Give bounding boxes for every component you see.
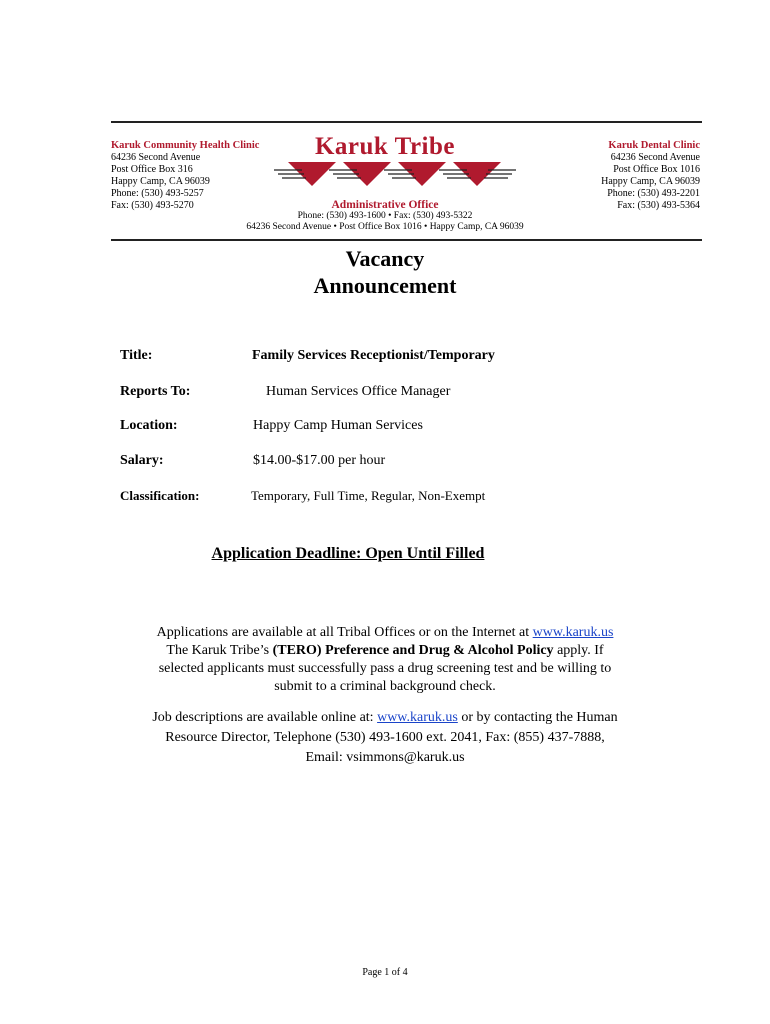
- karuk-website-link[interactable]: www.karuk.us: [377, 710, 458, 725]
- fax-line: Fax: (530) 493-5364: [617, 200, 700, 211]
- title-label: Title:: [120, 348, 153, 363]
- application-deadline: Application Deadline: Open Until Filled: [211, 545, 485, 562]
- policy-bold-text: (TERO) Preference and Drug & Alcohol Policy: [272, 643, 554, 658]
- title-value: Family Services Receptionist/Temporary: [252, 348, 495, 363]
- admin-phone-line: Phone: (530) 493-1600 • Fax: (530) 493-5322: [297, 211, 473, 221]
- job-descriptions-paragraph: [0, 708, 770, 768]
- email-line: Email: vsimmons@karuk.us: [305, 750, 465, 765]
- address-line: Happy Camp, CA 96039: [601, 176, 700, 187]
- location-value: Happy Camp Human Services: [253, 418, 423, 433]
- para-text: apply. If: [553, 643, 604, 658]
- page-number: Page 1 of 4: [362, 967, 408, 978]
- tribe-title: Karuk Tribe: [314, 133, 455, 160]
- para-text: The Karuk Tribe’s: [166, 643, 273, 658]
- classification-value: Temporary, Full Time, Regular, Non-Exempt: [251, 488, 486, 503]
- phone-line: Phone: (530) 493-5257: [111, 188, 204, 199]
- heading-line: Vacancy: [345, 246, 425, 271]
- reports-to-value: Human Services Office Manager: [266, 384, 451, 399]
- health-clinic-name: Karuk Community Health Clinic: [111, 140, 260, 151]
- phone-line: Phone: (530) 493-2201: [607, 188, 700, 199]
- address-line: Happy Camp, CA 96039: [111, 176, 210, 187]
- applications-paragraph: [0, 624, 770, 696]
- address-line: 64236 Second Avenue: [111, 152, 201, 163]
- address-line: Post Office Box 1016: [613, 164, 700, 175]
- address-line: 64236 Second Avenue: [610, 152, 700, 163]
- classification-label: Classification:: [120, 488, 200, 503]
- salary-value: $14.00-$17.00 per hour: [253, 453, 386, 468]
- reports-to-label: Reports To:: [120, 384, 191, 399]
- tribe-logo: [0, 133, 770, 161]
- admin-address-line: 64236 Second Avenue • Post Office Box 1016 • Happy Camp, CA 96039: [246, 222, 524, 232]
- para-text: selected applicants must successfully pass a drug screening test and be willing to: [158, 661, 612, 676]
- para-text: Job descriptions are available online at:: [152, 710, 378, 725]
- admin-office-label: Administrative Office: [331, 199, 439, 211]
- karuk-website-link[interactable]: www.karuk.us: [532, 625, 614, 640]
- dental-clinic-name: Karuk Dental Clinic: [608, 140, 700, 151]
- header-top-rule: [111, 121, 702, 123]
- heading-line: Announcement: [313, 273, 457, 298]
- address-line: Post Office Box 316: [111, 164, 193, 175]
- salary-label: Salary:: [120, 453, 164, 468]
- para-text: Resource Director, Telephone (530) 493-1600 ext. 2041, Fax: (855) 437-7888,: [165, 730, 605, 745]
- para-text: Applications are available at all Tribal Offices or on the Internet at: [156, 625, 533, 640]
- fax-line: Fax: (530) 493-5270: [111, 200, 194, 211]
- header-bottom-rule: [111, 239, 702, 241]
- para-text: submit to a criminal background check.: [274, 679, 496, 694]
- basket-pattern-icon: [272, 160, 518, 190]
- location-label: Location:: [120, 418, 178, 433]
- para-text: or by contacting the Human: [457, 710, 618, 725]
- announcement-heading: [0, 245, 770, 299]
- admin-office-block: [0, 199, 770, 233]
